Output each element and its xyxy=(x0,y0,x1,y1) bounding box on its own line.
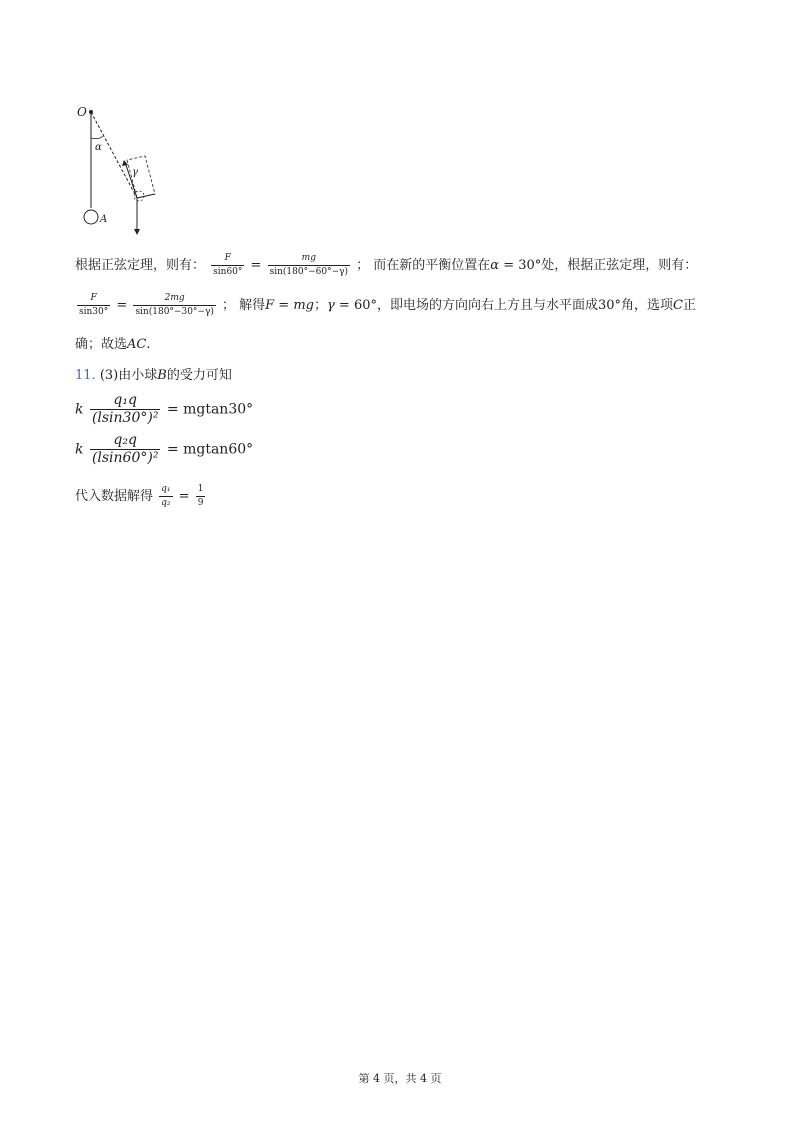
question-11-heading xyxy=(75,366,232,386)
text: . xyxy=(146,337,151,352)
numerator: F xyxy=(90,293,97,303)
numerator: q₁ xyxy=(161,484,171,494)
ball-A xyxy=(84,210,98,224)
constant-k: k xyxy=(75,441,84,458)
constant-k: k xyxy=(75,401,84,418)
text: (3)由小球 xyxy=(99,368,158,383)
numerator: F xyxy=(224,253,231,263)
fraction-F-over-sin30 xyxy=(77,292,110,319)
fraction-F-over-sin60 xyxy=(211,252,244,279)
tilted-string xyxy=(91,112,137,198)
text: = xyxy=(274,298,294,313)
text: 代入数据解得 xyxy=(75,489,154,504)
rhs: = mgtan60° xyxy=(166,441,254,458)
fraction-q1-over-q2 xyxy=(159,483,172,510)
label-A: A xyxy=(100,214,108,225)
fraction-mg xyxy=(268,252,350,279)
alpha-arc xyxy=(91,136,103,139)
result-line xyxy=(75,483,207,510)
denominator: sin30° xyxy=(79,307,109,317)
gravity-arrow-head xyxy=(134,229,140,235)
solution-line-1 xyxy=(75,252,697,279)
equals: = xyxy=(250,258,262,273)
numerator: q₁q xyxy=(113,392,137,408)
equation-1 xyxy=(75,392,253,427)
text: 根据正弦定理，则有： xyxy=(75,258,206,273)
denominator: sin60° xyxy=(213,267,243,277)
numerator: 1 xyxy=(197,484,204,494)
text: 确；故选 xyxy=(75,337,128,352)
text: 正 xyxy=(683,298,697,313)
numerator: q₂q xyxy=(113,432,137,448)
denominator: sin(180°−60°−γ) xyxy=(269,267,349,277)
question-number: 11. xyxy=(75,368,96,383)
text: ； 解得 xyxy=(222,298,266,313)
fraction-one-ninth xyxy=(196,483,206,510)
numerator: 2mg xyxy=(164,293,185,303)
solution-line-2 xyxy=(75,292,696,319)
alpha-symbol: α xyxy=(490,258,500,273)
denominator: 9 xyxy=(197,498,204,508)
field-force-arrow xyxy=(137,194,155,198)
denominator: q₂ xyxy=(161,498,171,508)
solution-line-3 xyxy=(75,335,151,355)
numerator: mg xyxy=(301,253,316,263)
denominator: sin(180°−30°−γ) xyxy=(135,307,214,317)
fraction-q1q xyxy=(90,392,161,427)
equation-2 xyxy=(75,432,253,467)
text: 的受力可知 xyxy=(166,368,232,383)
label-O: O xyxy=(77,105,87,119)
var-F: F xyxy=(265,298,275,313)
page-footer: 第 4 页，共 4 页 xyxy=(358,1072,442,1085)
fraction-2mg xyxy=(133,292,215,319)
text: ； xyxy=(314,298,328,313)
var-mg: mg xyxy=(293,298,314,313)
gamma-symbol: γ xyxy=(327,298,335,313)
text: = 30°处，根据正弦定理，则有： xyxy=(499,258,698,273)
var-C: C xyxy=(673,298,683,313)
fraction-q2q xyxy=(90,432,161,467)
text: = 60°，即电场的方向向右上方且与水平面成30°角，选项 xyxy=(334,298,674,313)
var-AC: AC xyxy=(127,337,147,352)
rhs: = mgtan30° xyxy=(166,401,254,418)
pendulum-diagram xyxy=(75,98,175,238)
label-gamma: γ xyxy=(132,167,138,178)
denominator: (lsin60°)² xyxy=(91,450,159,466)
var-B: B xyxy=(157,368,167,383)
equals: = xyxy=(178,489,190,504)
text: ； 而在新的平衡位置在 xyxy=(356,258,491,273)
denominator: (lsin30°)² xyxy=(91,410,159,426)
label-alpha: α xyxy=(95,142,102,153)
equals: = xyxy=(116,298,128,313)
